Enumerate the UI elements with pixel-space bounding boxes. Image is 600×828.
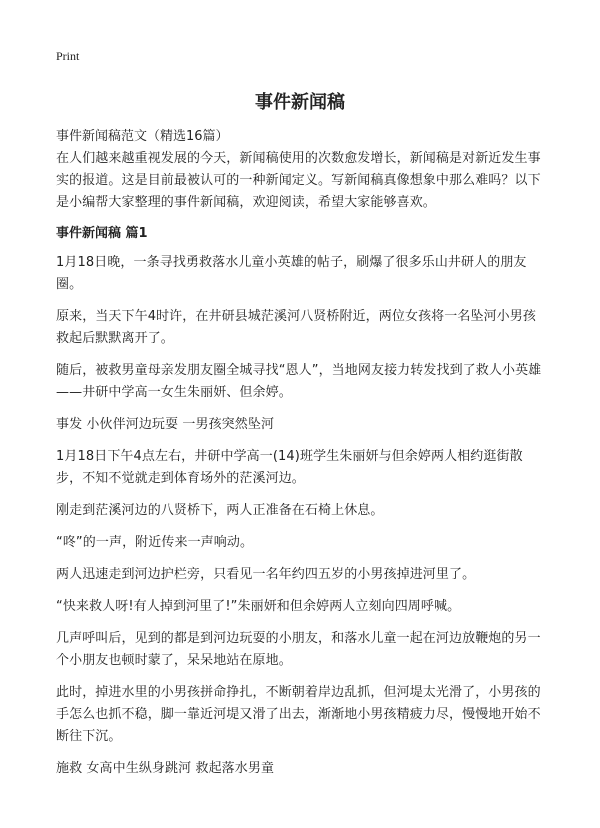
- paragraph-7: 两人迅速走到河边护栏旁，只看见一名年约四五岁的小男孩掉进河里了。: [56, 567, 476, 582]
- paragraph-3: 随后，被救男童母亲发朋友圈全城寻找“恩人”，当地网友接力转发找到了救人小英雄——井研中学高一女生朱丽妍、但余婷。: [56, 363, 542, 400]
- paragraph-1: 1月18日晚，一条寻找勇救落水儿童小英雄的帖子，刷爆了很多乐山井研人的朋友圈。: [56, 255, 527, 292]
- document-subtitle: 事件新闻稿范文（精选16篇）: [56, 129, 229, 144]
- print-link[interactable]: Print: [56, 49, 80, 63]
- page-title: 事件新闻稿: [255, 92, 345, 113]
- paragraph-6: “咚”的一声，附近传来一声响动。: [56, 535, 254, 550]
- subheading-incident: 事发 小伙伴河边玩耍 一男孩突然坠河: [56, 417, 275, 432]
- paragraph-8: “快来救人呀!有人掉到河里了!”朱丽妍和但余婷两人立刻向四周呼喊。: [56, 599, 461, 614]
- paragraph-2: 原来，当天下午4时许，在井研县城茫溪河八贤桥附近，两位女孩将一名坠河小男孩救起后默默离开了。: [56, 309, 536, 346]
- paragraph-4: 1月18日下午4点左右，井研中学高一(14)班学生朱丽妍与但余婷两人相约逛街散步，不知不觉就走到体育场外的茫溪河边。: [56, 449, 523, 486]
- paragraph-9: 几声呼叫后，见到的都是到河边玩耍的小朋友，和落水儿童一起在河边放鞭炮的另一个小朋友也顿时蒙了，呆呆地站在原地。: [56, 631, 541, 668]
- subheading-rescue: 施救 女高中生纵身跳河 救起落水男童: [56, 761, 275, 776]
- paragraph-5: 刚走到茫溪河边的八贤桥下，两人正准备在石椅上休息。: [56, 503, 384, 518]
- section-heading: 事件新闻稿 篇1: [56, 226, 148, 241]
- paragraph-10: 此时，掉进水里的小男孩拼命挣扎，不断朝着岸边乱抓，但河堤太光滑了，小男孩的手怎么也抓不稳，脚一靠近河堤又滑了出去，渐渐地小男孩精疲力尽，慢慢地开始不断往下沉。: [56, 685, 541, 744]
- intro-paragraph: 在人们越来越重视发展的今天，新闻稿使用的次数愈发增长，新闻稿是对新近发生事实的报道。这是目前最被认可的一种新闻定义。写新闻稿真像想象中那么难吗？以下是小编帮大家整理的事件新闻稿，欢迎阅读，希望大家能够喜欢。: [56, 151, 541, 210]
